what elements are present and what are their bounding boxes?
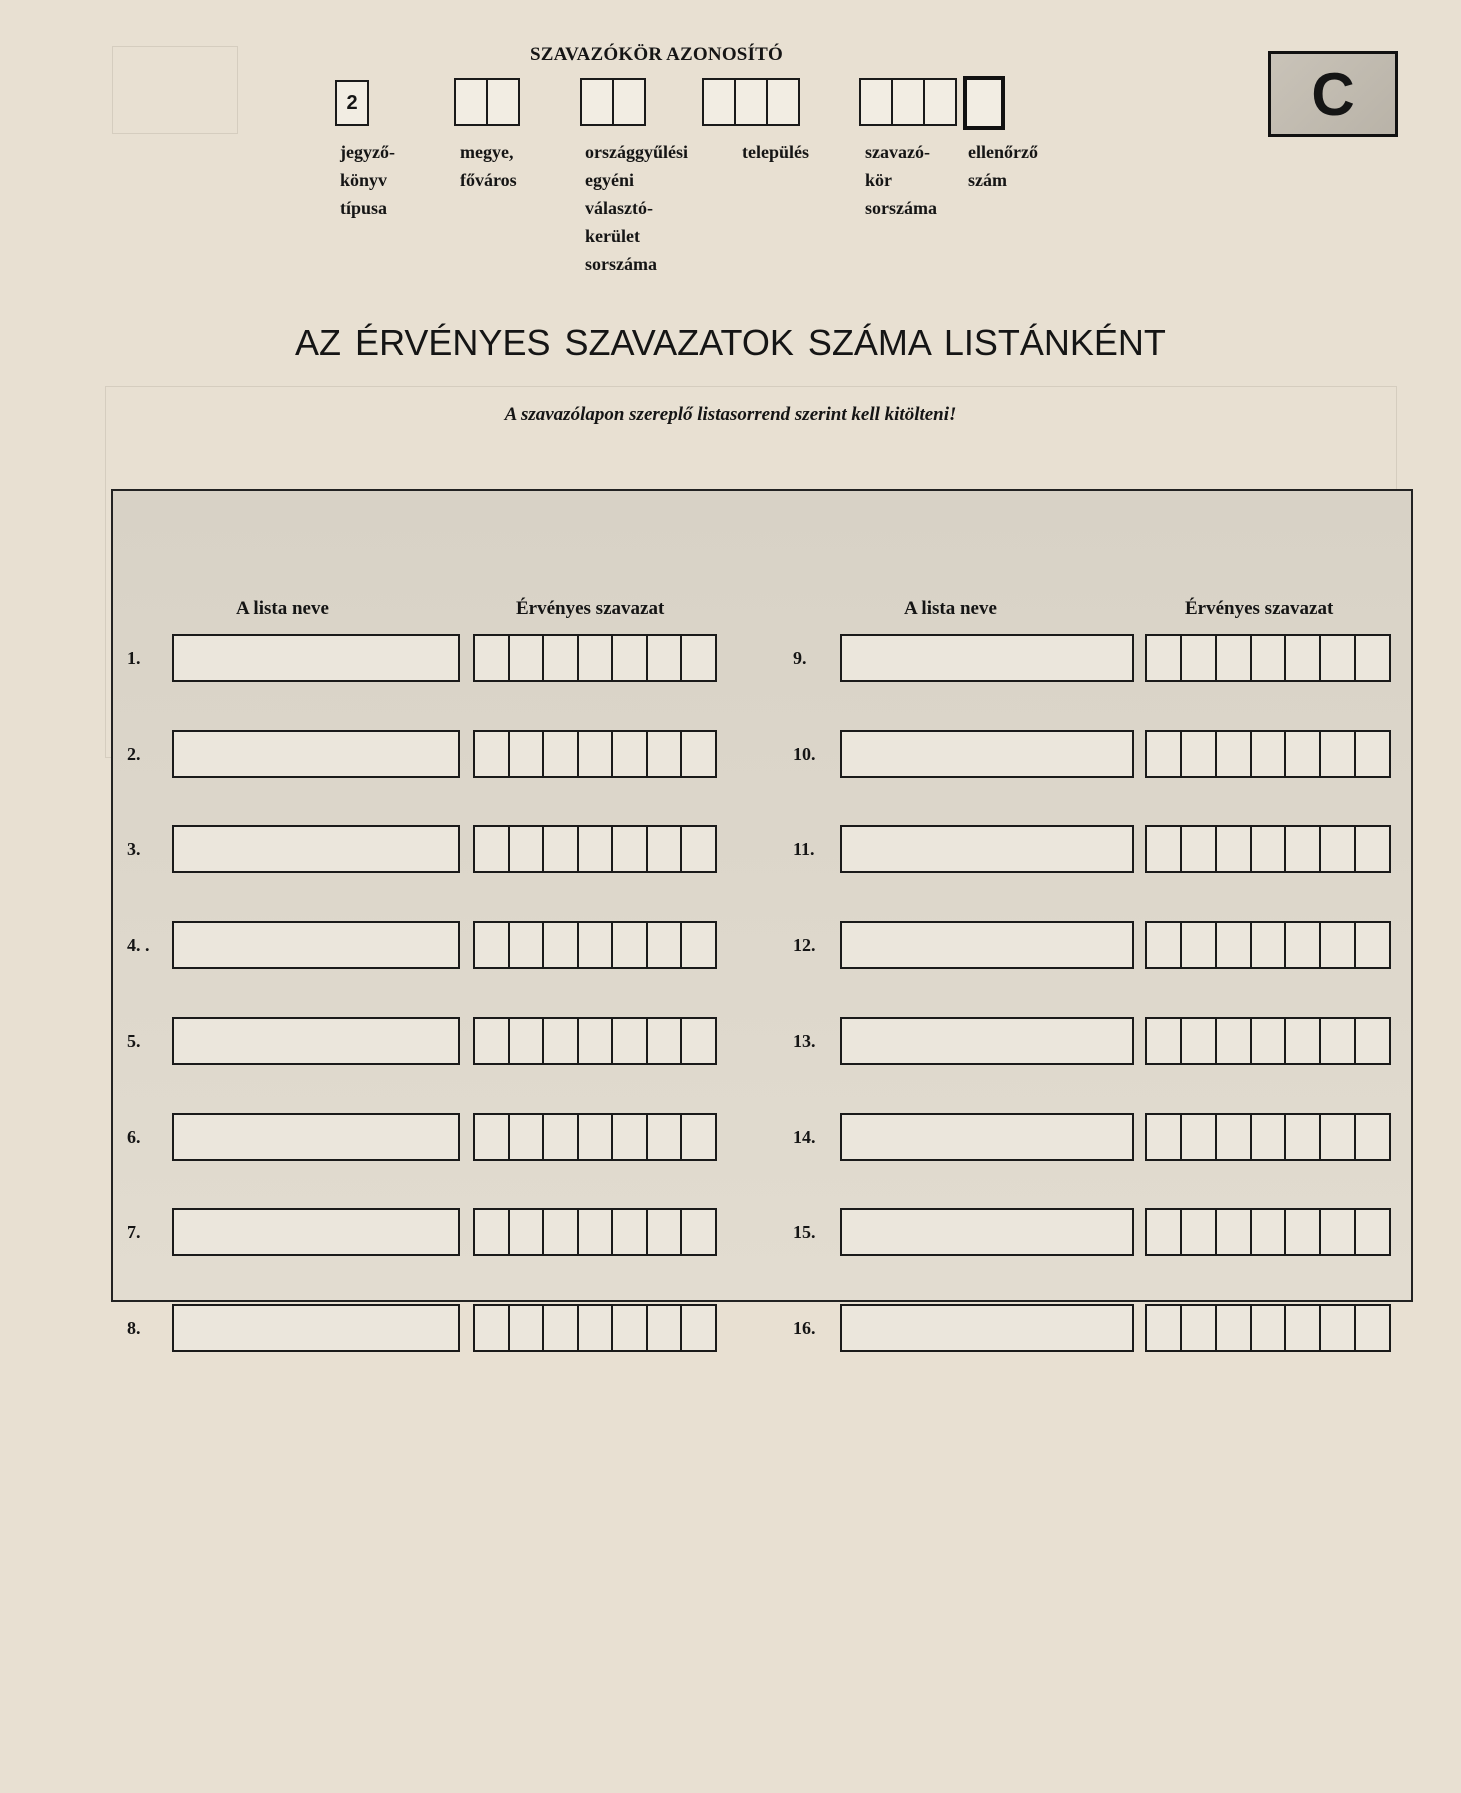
label-report-type: jegyző- könyv típusa	[340, 142, 395, 218]
vote-digit-cell[interactable]	[1250, 636, 1285, 680]
bleed-through-box	[112, 46, 238, 134]
digit-cell[interactable]	[891, 78, 925, 126]
valid-votes-field[interactable]	[473, 730, 717, 778]
list-name-field[interactable]	[840, 1017, 1134, 1065]
vote-digit-cell[interactable]	[1284, 1306, 1319, 1350]
vote-digit-cell[interactable]	[680, 732, 715, 776]
vote-digit-cell[interactable]	[646, 1115, 681, 1159]
district-cells[interactable]	[580, 78, 646, 126]
vote-digit-cell[interactable]	[1215, 1306, 1250, 1350]
vote-digit-cell[interactable]	[611, 1210, 646, 1254]
vote-digit-cell[interactable]	[1215, 1115, 1250, 1159]
vote-digit-cell[interactable]	[611, 827, 646, 871]
vote-digit-cell[interactable]	[1180, 1115, 1215, 1159]
vote-digit-cell[interactable]	[1147, 1019, 1180, 1063]
vote-digit-cell[interactable]	[646, 732, 681, 776]
vote-digit-cell[interactable]	[1319, 1306, 1354, 1350]
vote-digit-cell[interactable]	[1215, 1210, 1250, 1254]
vote-digit-cell[interactable]	[1180, 732, 1215, 776]
identifier-title: SZAVAZÓKÖR AZONOSÍTÓ	[530, 44, 784, 65]
column-header-list-name: A lista neve	[236, 598, 329, 619]
list-name-field[interactable]	[172, 634, 460, 682]
row-number: 12.	[793, 935, 816, 955]
list-name-field[interactable]	[840, 634, 1134, 682]
vote-digit-cell[interactable]	[1284, 1019, 1319, 1063]
vote-digit-cell[interactable]	[1147, 1115, 1180, 1159]
row-number: 10.	[793, 744, 816, 764]
vote-digit-cell[interactable]	[542, 923, 577, 967]
column-header-valid-votes: Érvényes szavazat	[1185, 598, 1334, 619]
vote-digit-cell[interactable]	[1180, 923, 1215, 967]
vote-digit-cell[interactable]	[680, 1210, 715, 1254]
valid-votes-field[interactable]	[473, 825, 717, 873]
vote-digit-cell[interactable]	[508, 1115, 543, 1159]
vote-digit-cell[interactable]	[542, 1019, 577, 1063]
row-number: 16.	[793, 1318, 816, 1338]
vote-digit-cell[interactable]	[1319, 636, 1354, 680]
vote-digit-cell[interactable]	[1284, 1210, 1319, 1254]
valid-votes-field[interactable]	[473, 1208, 717, 1256]
vote-digit-cell[interactable]	[611, 636, 646, 680]
vote-digit-cell[interactable]	[1147, 1210, 1180, 1254]
valid-votes-field[interactable]	[1145, 1113, 1391, 1161]
row-number: 1.	[127, 648, 141, 668]
valid-votes-field[interactable]	[473, 921, 717, 969]
report-type-cell[interactable]: 2	[335, 80, 369, 126]
vote-digit-cell[interactable]	[542, 732, 577, 776]
vote-digit-cell[interactable]	[611, 1019, 646, 1063]
vote-digit-cell[interactable]	[542, 827, 577, 871]
vote-digit-cell[interactable]	[1354, 1306, 1389, 1350]
vote-digit-cell[interactable]	[1250, 827, 1285, 871]
vote-digit-cell[interactable]	[542, 1306, 577, 1350]
vote-digit-cell[interactable]	[508, 1210, 543, 1254]
vote-digit-cell[interactable]	[1215, 1019, 1250, 1063]
row-number: 6.	[127, 1127, 141, 1147]
vote-digit-cell[interactable]	[680, 636, 715, 680]
row-number: 8.	[127, 1318, 141, 1338]
vote-digit-cell[interactable]	[1354, 1210, 1389, 1254]
vote-digit-cell[interactable]	[475, 923, 508, 967]
vote-digit-cell[interactable]	[508, 1019, 543, 1063]
vote-digit-cell[interactable]	[577, 1115, 612, 1159]
digit-cell[interactable]	[766, 78, 800, 126]
vote-digit-cell[interactable]	[1215, 923, 1250, 967]
vote-digit-cell[interactable]	[577, 827, 612, 871]
vote-digit-cell[interactable]	[508, 827, 543, 871]
list-name-field[interactable]	[172, 1113, 460, 1161]
digit-cell[interactable]	[486, 78, 520, 126]
vote-digit-cell[interactable]	[611, 1115, 646, 1159]
vote-digit-cell[interactable]	[646, 1019, 681, 1063]
vote-digit-cell[interactable]	[1180, 1306, 1215, 1350]
label-station: szavazó- kör sorszáma	[865, 142, 937, 218]
valid-votes-field[interactable]	[1145, 1304, 1391, 1352]
row-number: 3.	[127, 839, 141, 859]
vote-digit-cell[interactable]	[1284, 827, 1319, 871]
vote-digit-cell[interactable]	[1319, 1019, 1354, 1063]
vote-digit-cell[interactable]	[508, 732, 543, 776]
vote-digit-cell[interactable]	[577, 1019, 612, 1063]
vote-digit-cell[interactable]	[542, 636, 577, 680]
vote-digit-cell[interactable]	[475, 636, 508, 680]
row-number: 13.	[793, 1031, 816, 1051]
vote-digit-cell[interactable]	[1284, 732, 1319, 776]
vote-digit-cell[interactable]	[1215, 827, 1250, 871]
vote-digit-cell[interactable]	[542, 1115, 577, 1159]
vote-digit-cell[interactable]	[1354, 636, 1389, 680]
digit-cell[interactable]	[580, 78, 614, 126]
row-number: 4. .	[127, 935, 150, 955]
vote-digit-cell[interactable]	[508, 1306, 543, 1350]
row-number: 5.	[127, 1031, 141, 1051]
label-settlement: település	[742, 142, 809, 162]
digit-cell[interactable]	[702, 78, 736, 126]
vote-digit-cell[interactable]	[475, 827, 508, 871]
vote-digit-cell[interactable]	[1250, 732, 1285, 776]
vote-digit-cell[interactable]	[1147, 1306, 1180, 1350]
vote-digit-cell[interactable]	[1250, 923, 1285, 967]
vote-digit-cell[interactable]	[1147, 827, 1180, 871]
vote-digit-cell[interactable]	[1180, 827, 1215, 871]
vote-digit-cell[interactable]	[1180, 1210, 1215, 1254]
list-name-field[interactable]	[172, 1304, 460, 1352]
vote-digit-cell[interactable]	[646, 1306, 681, 1350]
vote-digit-cell[interactable]	[1250, 1306, 1285, 1350]
row-number: 7.	[127, 1222, 141, 1242]
list-name-field[interactable]	[172, 730, 460, 778]
vote-digit-cell[interactable]	[1180, 636, 1215, 680]
vote-digit-cell[interactable]	[1354, 827, 1389, 871]
digit-cell[interactable]	[859, 78, 893, 126]
column-header-valid-votes: Érvényes szavazat	[516, 598, 665, 619]
vote-digit-cell[interactable]	[680, 827, 715, 871]
vote-digit-cell[interactable]	[1319, 732, 1354, 776]
fill-instruction: A szavazólapon szereplő listasorrend szerint kell kitölteni!	[504, 404, 957, 425]
list-name-field[interactable]	[840, 921, 1134, 969]
valid-votes-field[interactable]	[1145, 825, 1391, 873]
list-name-field[interactable]	[840, 1208, 1134, 1256]
valid-votes-field[interactable]	[473, 1304, 717, 1352]
vote-digit-cell[interactable]	[1215, 732, 1250, 776]
vote-digit-cell[interactable]	[680, 1306, 715, 1350]
vote-digit-cell[interactable]	[577, 1306, 612, 1350]
vote-digit-cell[interactable]	[475, 1115, 508, 1159]
settlement-cells[interactable]	[702, 78, 800, 126]
vote-digit-cell[interactable]	[1180, 1019, 1215, 1063]
vote-digit-cell[interactable]	[1354, 1115, 1389, 1159]
valid-votes-field[interactable]	[1145, 1017, 1391, 1065]
row-number: 11.	[793, 839, 815, 859]
vote-digit-cell[interactable]	[1354, 1019, 1389, 1063]
vote-digit-cell[interactable]	[1319, 923, 1354, 967]
list-name-field[interactable]	[840, 1304, 1134, 1352]
digit-cell[interactable]	[734, 78, 768, 126]
page-title: AZ ÉRVÉNYES SZAVAZATOK SZÁMA LISTÁNKÉNT	[295, 322, 1166, 363]
vote-digit-cell[interactable]	[475, 1306, 508, 1350]
row-number: 9.	[793, 648, 807, 668]
vote-digit-cell[interactable]	[1147, 636, 1180, 680]
vote-digit-cell[interactable]	[508, 636, 543, 680]
vote-digit-cell[interactable]	[1250, 1210, 1285, 1254]
vote-digit-cell[interactable]	[1147, 923, 1180, 967]
vote-digit-cell[interactable]	[680, 1115, 715, 1159]
digit-cell[interactable]	[612, 78, 646, 126]
vote-digit-cell[interactable]	[577, 923, 612, 967]
check-digit-cell[interactable]	[963, 76, 1005, 130]
list-name-field[interactable]	[172, 1208, 460, 1256]
vote-digit-cell[interactable]	[680, 1019, 715, 1063]
county-cells[interactable]	[454, 78, 520, 126]
list-name-field[interactable]	[840, 730, 1134, 778]
row-number: 2.	[127, 744, 141, 764]
station-cells[interactable]	[859, 78, 957, 126]
vote-digit-cell[interactable]	[1250, 1019, 1285, 1063]
vote-digit-cell[interactable]	[1319, 827, 1354, 871]
vote-digit-cell[interactable]	[646, 1210, 681, 1254]
vote-digit-cell[interactable]	[577, 732, 612, 776]
form-letter-badge: C	[1268, 51, 1398, 137]
vote-digit-cell[interactable]	[1147, 732, 1180, 776]
vote-digit-cell[interactable]	[646, 827, 681, 871]
vote-digit-cell[interactable]	[680, 923, 715, 967]
vote-digit-cell[interactable]	[1354, 923, 1389, 967]
vote-digit-cell[interactable]	[1319, 1210, 1354, 1254]
vote-digit-cell[interactable]	[475, 1210, 508, 1254]
label-check-number: ellenőrző szám	[968, 142, 1038, 190]
vote-digit-cell[interactable]	[646, 923, 681, 967]
vote-digit-cell[interactable]	[1284, 1115, 1319, 1159]
label-district: országgyűlési egyéni választó- kerület sorszáma	[585, 142, 688, 274]
vote-digit-cell[interactable]	[646, 636, 681, 680]
label-county: megye, főváros	[460, 142, 517, 190]
vote-digit-cell[interactable]	[611, 1306, 646, 1350]
valid-votes-field[interactable]	[1145, 921, 1391, 969]
vote-digit-cell[interactable]	[611, 923, 646, 967]
vote-digit-cell[interactable]	[611, 732, 646, 776]
valid-votes-field[interactable]	[1145, 730, 1391, 778]
digit-cell[interactable]	[923, 78, 957, 126]
list-name-field[interactable]	[172, 1017, 460, 1065]
vote-digit-cell[interactable]	[1215, 636, 1250, 680]
valid-votes-field[interactable]	[1145, 1208, 1391, 1256]
column-header-list-name: A lista neve	[904, 598, 997, 619]
valid-votes-field[interactable]	[473, 1113, 717, 1161]
vote-digit-cell[interactable]	[1319, 1115, 1354, 1159]
vote-digit-cell[interactable]	[577, 636, 612, 680]
vote-digit-cell[interactable]	[542, 1210, 577, 1254]
vote-digit-cell[interactable]	[1250, 1115, 1285, 1159]
vote-digit-cell[interactable]	[577, 1210, 612, 1254]
vote-digit-cell[interactable]	[1354, 732, 1389, 776]
list-name-field[interactable]	[172, 921, 460, 969]
list-name-field[interactable]	[172, 825, 460, 873]
row-number: 14.	[793, 1127, 816, 1147]
row-number: 15.	[793, 1222, 816, 1242]
vote-digit-cell[interactable]	[475, 1019, 508, 1063]
vote-digit-cell[interactable]	[1284, 923, 1319, 967]
vote-digit-cell[interactable]	[475, 732, 508, 776]
vote-digit-cell[interactable]	[1284, 636, 1319, 680]
vote-digit-cell[interactable]	[508, 923, 543, 967]
valid-votes-field[interactable]	[1145, 634, 1391, 682]
list-name-field[interactable]	[840, 1113, 1134, 1161]
valid-votes-field[interactable]	[473, 634, 717, 682]
list-name-field[interactable]	[840, 825, 1134, 873]
digit-cell[interactable]	[454, 78, 488, 126]
valid-votes-field[interactable]	[473, 1017, 717, 1065]
